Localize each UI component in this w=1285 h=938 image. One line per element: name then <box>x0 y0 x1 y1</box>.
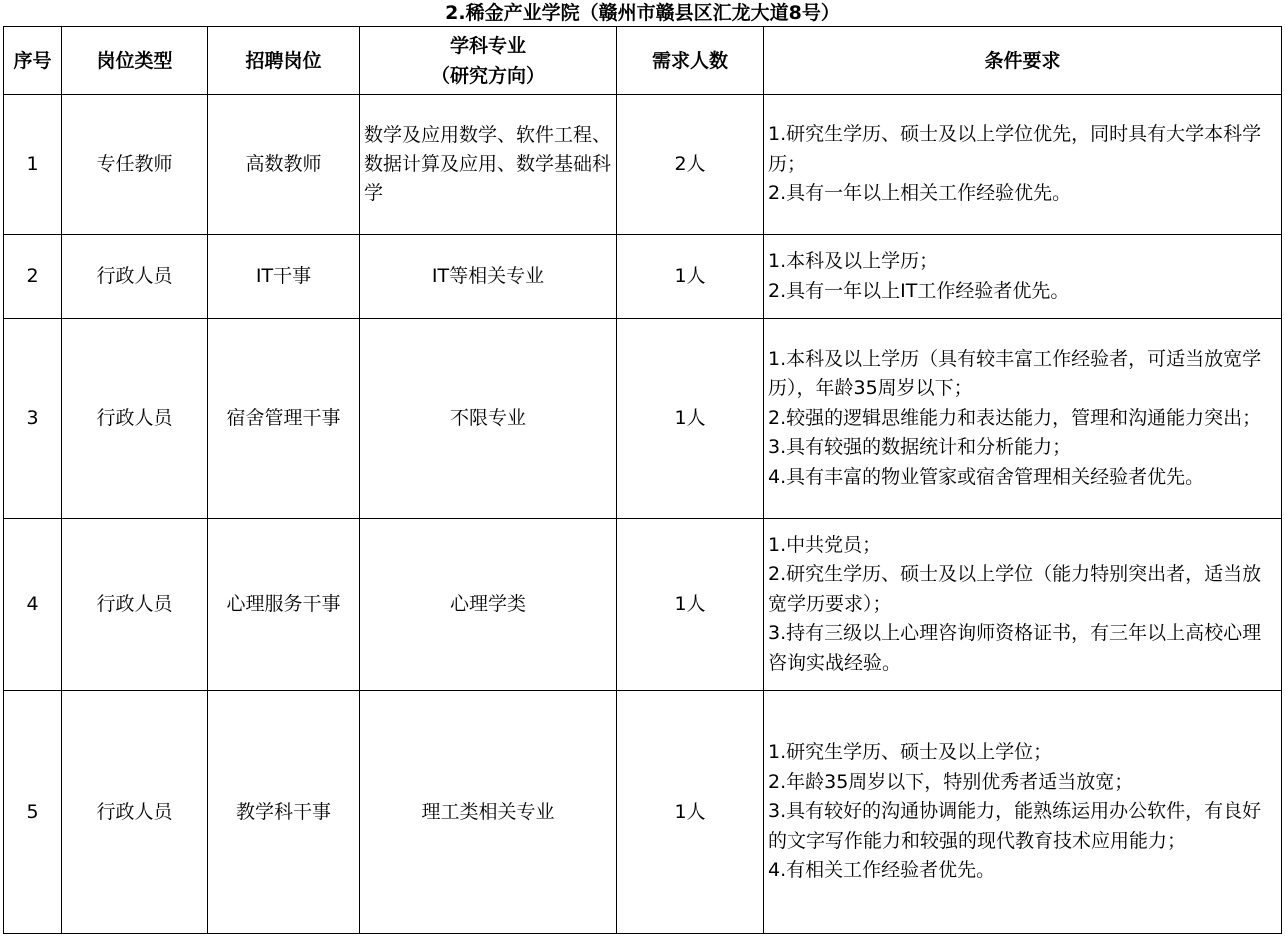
row-count: 1人 <box>617 519 764 691</box>
requirement-line: 1.中共党员； <box>768 533 882 556</box>
requirement-line: 2.较强的逻辑思维能力和表达能力，管理和沟通能力突出； <box>768 406 1262 429</box>
row-index: 4 <box>4 519 62 691</box>
row-position: 教学科干事 <box>208 691 360 934</box>
row-index: 2 <box>4 235 62 319</box>
row-major: 理工类相关专业 <box>360 691 617 934</box>
row-count: 1人 <box>617 691 764 934</box>
row-position: 心理服务干事 <box>208 519 360 691</box>
requirement-line: 1.本科及以上学历（具有较丰富工作经验者，可适当放宽学历），年龄35周岁以下； <box>768 347 1262 400</box>
table-header-row <box>4 27 1282 95</box>
row-major: IT等相关专业 <box>360 235 617 319</box>
header-type: 岗位类型 <box>62 27 208 95</box>
table-row <box>4 691 1282 934</box>
table-row <box>4 95 1282 235</box>
header-index: 序号 <box>4 27 62 95</box>
row-index: 5 <box>4 691 62 934</box>
row-position: IT干事 <box>208 235 360 319</box>
page-title: 2.稀金产业学院（赣州市赣县区汇龙大道8号） <box>445 2 840 24</box>
header-major-line2: （研究方向） <box>430 64 545 87</box>
requirement-line: 3.持有三级以上心理咨询师资格证书，有三年以上高校心理咨询实战经验。 <box>768 622 1262 674</box>
header-major <box>360 27 617 95</box>
row-requirements <box>764 691 1282 934</box>
requirement-line: 1.本科及以上学历； <box>768 249 939 272</box>
header-requirements: 条件要求 <box>764 27 1282 95</box>
requirement-line: 2.具有一年以上IT工作经验者优先。 <box>768 279 1070 302</box>
row-count: 1人 <box>617 319 764 519</box>
requirement-line: 3.具有较好的沟通协调能力，能熟练运用办公软件，有良好的文字写作能力和较强的现代教育技术应用能力； <box>768 800 1262 852</box>
table-row <box>4 319 1282 519</box>
requirement-line: 3.具有较强的数据统计和分析能力； <box>768 436 1072 459</box>
header-major-line1: 学科专业 <box>449 34 526 57</box>
row-index: 1 <box>4 95 62 235</box>
requirement-line: 2.具有一年以上相关工作经验优先。 <box>768 182 1072 205</box>
header-position: 招聘岗位 <box>208 27 360 95</box>
row-type: 行政人员 <box>62 235 208 319</box>
row-requirements <box>764 235 1282 319</box>
requirement-line: 4.具有丰富的物业管家或宿舍管理相关经验者优先。 <box>768 465 1205 488</box>
requirement-line: 2.年龄35周岁以下，特别优秀者适当放宽； <box>768 770 1134 793</box>
row-type: 行政人员 <box>62 519 208 691</box>
row-type: 行政人员 <box>62 319 208 519</box>
row-count: 2人 <box>617 95 764 235</box>
row-requirements <box>764 319 1282 519</box>
recruitment-table <box>3 26 1282 934</box>
requirement-line: 1.研究生学历、硕士及以上学位优先，同时具有大学本科学历； <box>768 123 1262 175</box>
row-requirements <box>764 95 1282 235</box>
requirement-line: 2.研究生学历、硕士及以上学位（能力特别突出者，适当放宽学历要求）； <box>768 563 1262 615</box>
row-major: 不限专业 <box>360 319 617 519</box>
row-position: 高数教师 <box>208 95 360 235</box>
row-requirements <box>764 519 1282 691</box>
header-count: 需求人数 <box>617 27 764 95</box>
table-row <box>4 235 1282 319</box>
row-position: 宿舍管理干事 <box>208 319 360 519</box>
row-count: 1人 <box>617 235 764 319</box>
row-index: 3 <box>4 319 62 519</box>
row-major: 数学及应用数学、软件工程、数据计算及应用、数学基础科学 <box>360 95 617 235</box>
row-type: 专任教师 <box>62 95 208 235</box>
requirement-line: 4.有相关工作经验者优先。 <box>768 859 996 882</box>
row-type: 行政人员 <box>62 691 208 934</box>
requirement-line: 1.研究生学历、硕士及以上学位； <box>768 741 1053 764</box>
table-row <box>4 519 1282 691</box>
row-major: 心理学类 <box>360 519 617 691</box>
